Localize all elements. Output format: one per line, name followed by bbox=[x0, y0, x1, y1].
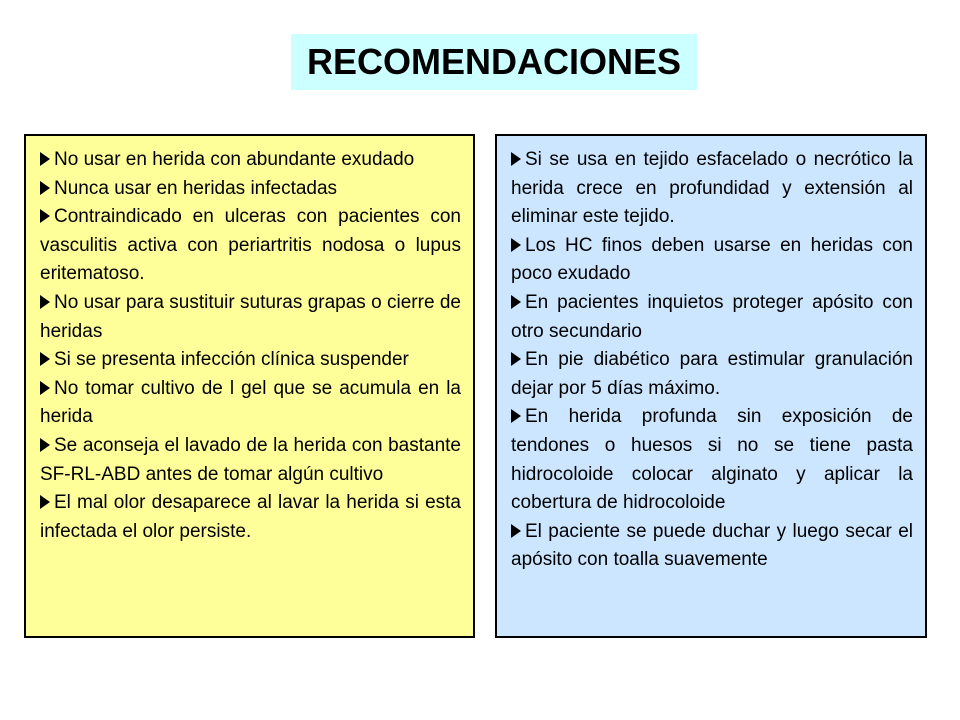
arrow-bullet-icon bbox=[40, 352, 50, 366]
arrow-bullet-icon bbox=[511, 295, 521, 309]
list-item bbox=[40, 289, 461, 346]
arrow-bullet-icon bbox=[40, 438, 50, 452]
arrow-bullet-icon bbox=[40, 181, 50, 195]
list-item bbox=[40, 175, 461, 204]
arrow-bullet-icon bbox=[511, 352, 521, 366]
right-recommendations-panel bbox=[495, 134, 927, 638]
list-item-text: En herida profunda sin exposición de tendones o huesos si no se tiene pasta hidrocoloide colocar alginato y aplicar la cobertura de hidrocoloide bbox=[511, 406, 913, 514]
list-item-text: No usar para sustituir suturas grapas o cierre de heridas bbox=[40, 291, 461, 342]
arrow-bullet-icon bbox=[40, 209, 50, 223]
list-item-text: Se aconseja el lavado de la herida con bastante SF-RL-ABD antes de tomar algún cultivo bbox=[40, 434, 461, 485]
list-item-text: Los HC finos deben usarse en heridas con poco exudado bbox=[511, 234, 913, 285]
list-item bbox=[40, 489, 461, 546]
list-item-text: El paciente se puede duchar y luego secar el apósito con toalla suavemente bbox=[511, 520, 913, 571]
list-item bbox=[40, 432, 461, 489]
list-item-text: Si se presenta infección clínica suspender bbox=[54, 349, 409, 371]
arrow-bullet-icon bbox=[40, 381, 50, 395]
list-item bbox=[40, 346, 461, 375]
list-item-text: El mal olor desaparece al lavar la herida si esta infectada el olor persiste. bbox=[40, 492, 461, 542]
page-title: RECOMENDACIONES bbox=[306, 41, 682, 82]
list-item-text: Contraindicado en ulceras con pacientes con vasculitis activa con periartritis nodosa o lupus eritematoso. bbox=[40, 206, 461, 285]
list-item bbox=[511, 146, 913, 232]
list-item-text: En pie diabético para estimular granulación dejar por 5 días máximo. bbox=[511, 349, 913, 399]
arrow-bullet-icon bbox=[511, 238, 521, 252]
list-item bbox=[511, 346, 913, 403]
arrow-bullet-icon bbox=[40, 152, 50, 166]
right-recommendations-list bbox=[511, 146, 913, 575]
list-item bbox=[40, 375, 461, 432]
list-item bbox=[511, 232, 913, 289]
list-item-text: No tomar cultivo de l gel que se acumula en la herida bbox=[40, 377, 461, 428]
list-item-text: Si se usa en tejido esfacelado o necrótico la herida crece en profundidad y extensión al eliminar este tejido. bbox=[511, 149, 913, 228]
list-item-text: No usar en herida con abundante exudado bbox=[54, 149, 415, 170]
list-item-text: Nunca usar en heridas infectadas bbox=[54, 177, 338, 199]
list-item-text: En pacientes inquietos proteger apósito con otro secundario bbox=[511, 291, 913, 342]
list-item bbox=[40, 146, 461, 175]
arrow-bullet-icon bbox=[40, 295, 50, 309]
arrow-bullet-icon bbox=[40, 495, 50, 509]
list-item bbox=[40, 203, 461, 289]
arrow-bullet-icon bbox=[511, 524, 521, 538]
title-banner bbox=[291, 34, 697, 90]
arrow-bullet-icon bbox=[511, 409, 521, 423]
arrow-bullet-icon bbox=[511, 152, 521, 166]
list-item bbox=[511, 289, 913, 346]
list-item bbox=[511, 403, 913, 517]
list-item bbox=[511, 518, 913, 575]
left-recommendations-list bbox=[40, 146, 461, 546]
left-recommendations-panel bbox=[24, 134, 475, 638]
